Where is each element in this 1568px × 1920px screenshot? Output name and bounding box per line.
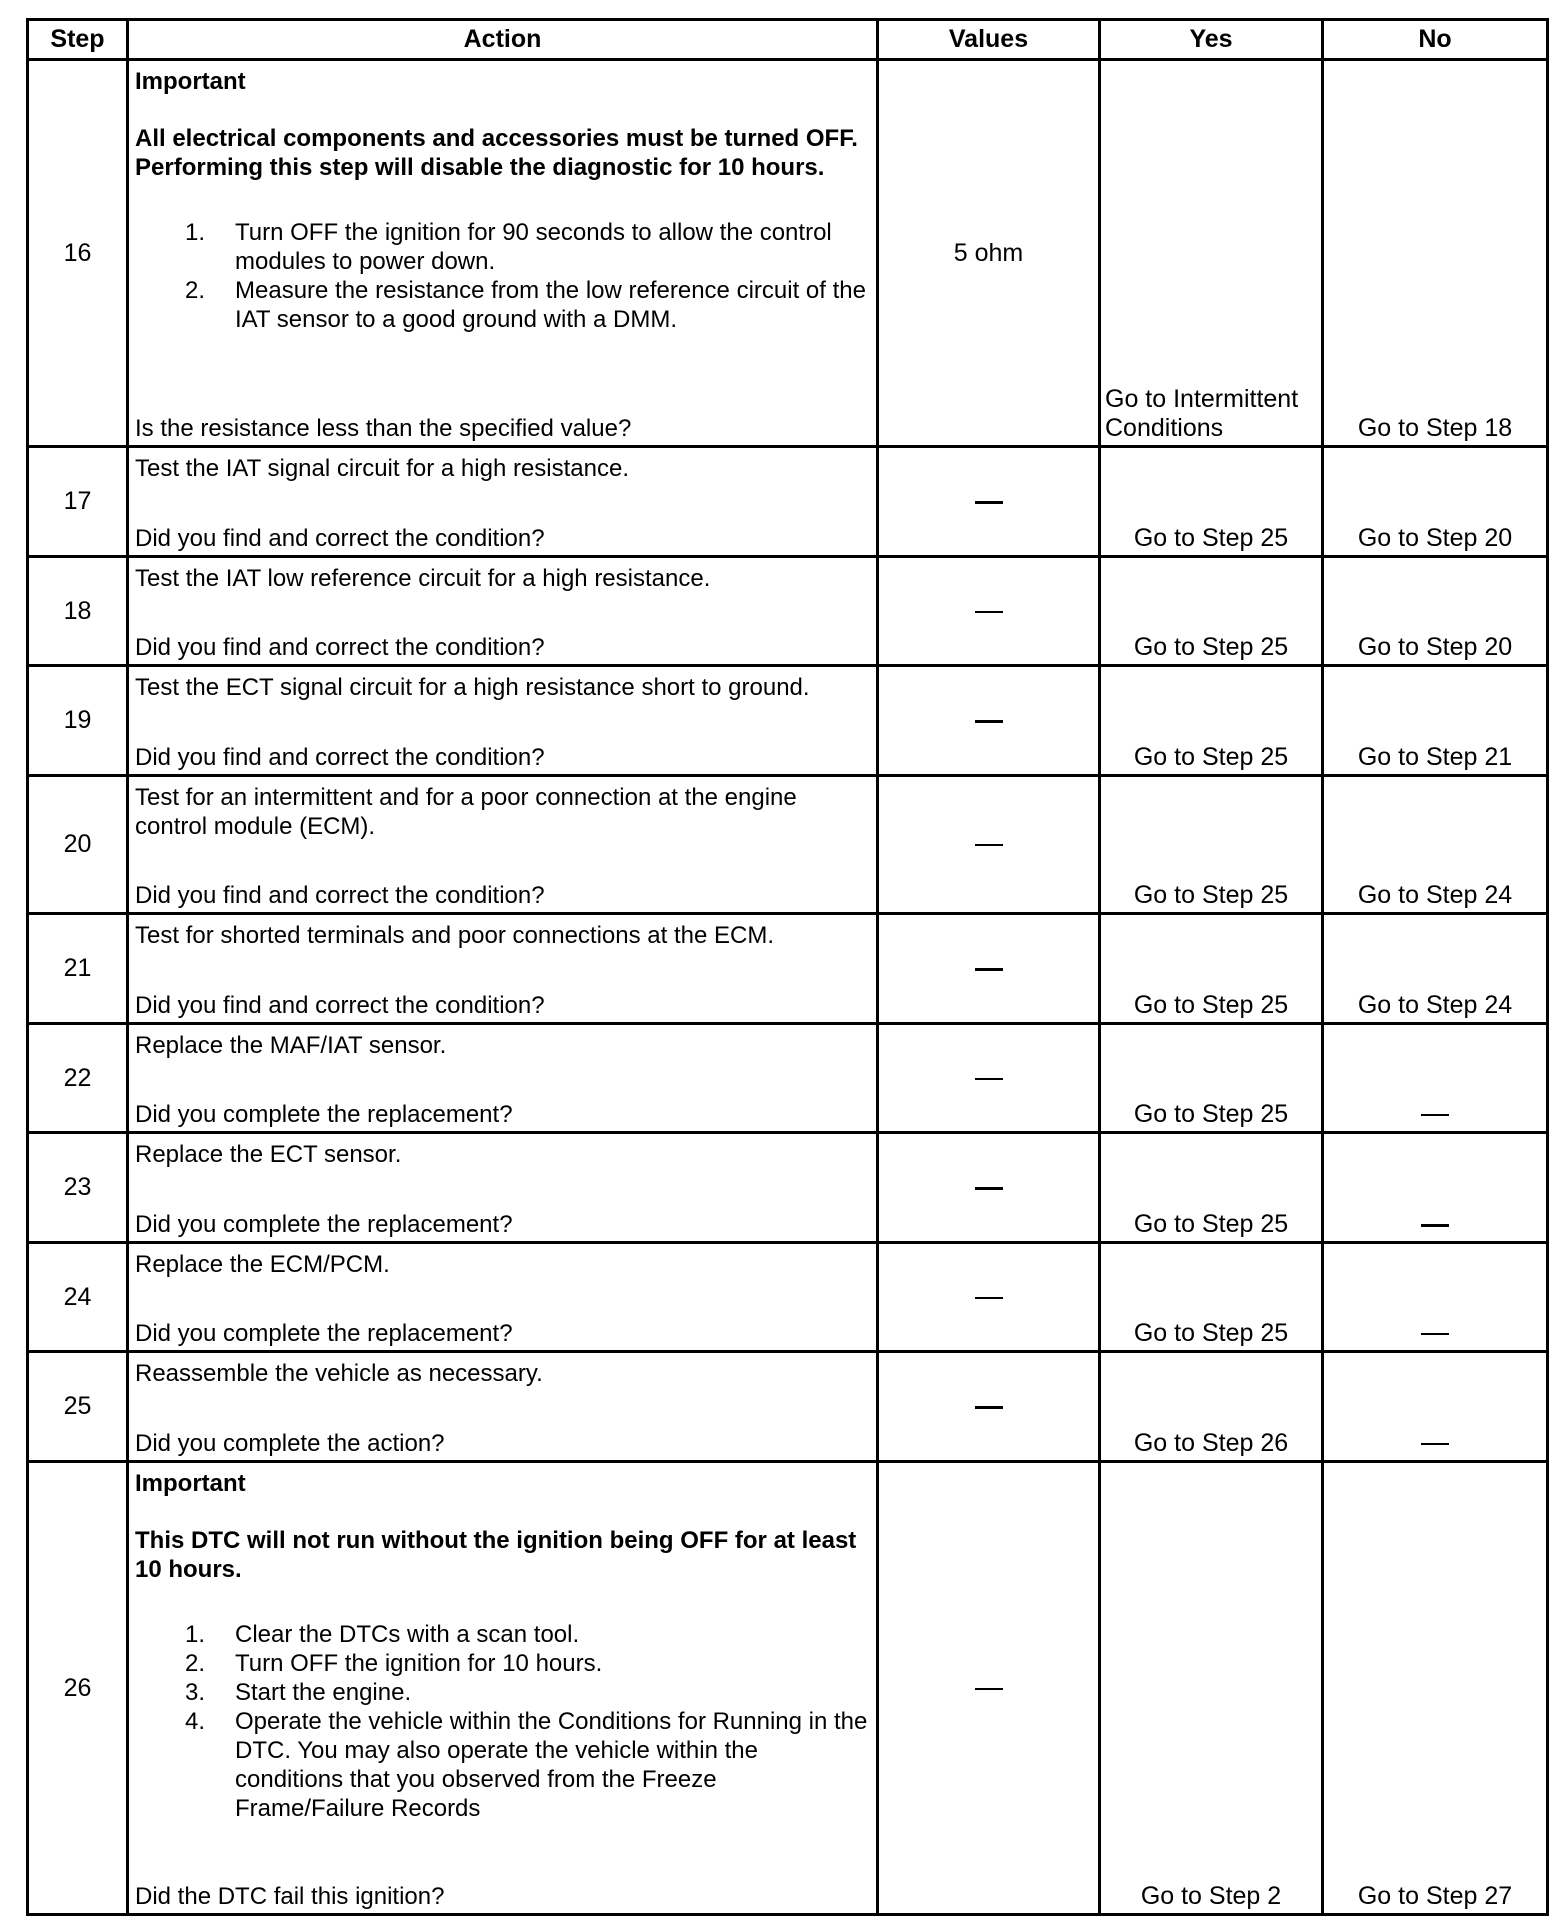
step-number: 22 (28, 1024, 128, 1133)
action-cell (128, 914, 878, 1024)
yes-cell (1100, 1133, 1323, 1243)
action-text: Replace the ECM/PCM. (135, 1251, 390, 1278)
list-item (135, 218, 868, 276)
step-number: 25 (28, 1352, 128, 1462)
no-target (1324, 1100, 1546, 1129)
yes-target: Go to Step 25 (1133, 633, 1289, 661)
yes-cell (1100, 447, 1323, 557)
no-target: Go to Step 21 (1357, 743, 1513, 771)
value-cell (878, 1133, 1100, 1243)
table-row-18 (28, 557, 1548, 666)
dash-icon (1421, 1443, 1449, 1445)
list-item (135, 1620, 868, 1649)
dash-icon (975, 720, 1003, 723)
list-number: 2. (185, 1650, 206, 1677)
list-text: Clear the DTCs with a scan tool. (235, 1621, 580, 1648)
table-row-25 (28, 1352, 1548, 1462)
question-text: Did you complete the replacement? (135, 1211, 513, 1238)
value-cell (878, 914, 1100, 1024)
warning-text: This DTC will not run without the ignition being OFF for at least 10 hours. (135, 1527, 857, 1583)
no-cell (1323, 776, 1548, 914)
list-text: Turn OFF the ignition for 90 seconds to allow the control modules to power down. (235, 219, 832, 275)
procedure-list (135, 218, 868, 334)
header-values: Values (878, 20, 1100, 60)
yes-cell (1100, 776, 1323, 914)
yes-target: Go to Step 25 (1133, 1319, 1289, 1347)
step-number: 16 (28, 60, 128, 447)
action-cell (128, 1243, 878, 1352)
header-action: Action (128, 20, 878, 60)
action-text: Test the IAT signal circuit for a high resistance. (135, 455, 630, 482)
yes-target: Go to Intermittent Conditions (1105, 385, 1299, 442)
value-cell (878, 1462, 1100, 1915)
action-text: Test the IAT low reference circuit for a high resistance. (135, 565, 711, 592)
list-text: Start the engine. (235, 1679, 412, 1706)
table-row-26 (28, 1462, 1548, 1915)
step-number: 23 (28, 1133, 128, 1243)
yes-target: Go to Step 25 (1133, 991, 1289, 1019)
question-text: Did you find and correct the condition? (135, 525, 545, 552)
step-number: 24 (28, 1243, 128, 1352)
yes-target: Go to Step 25 (1133, 1210, 1289, 1238)
action-text: Replace the MAF/IAT sensor. (135, 1032, 447, 1059)
important-label: Important (135, 68, 246, 95)
no-cell (1323, 447, 1548, 557)
no-cell (1323, 1462, 1548, 1915)
step-number: 26 (28, 1462, 128, 1915)
table-row-21 (28, 914, 1548, 1024)
step-number: 19 (28, 666, 128, 776)
dash-icon (1421, 1333, 1449, 1335)
value-cell (878, 1243, 1100, 1352)
diagnostic-table (26, 18, 1549, 1916)
step-number: 20 (28, 776, 128, 914)
no-target: Go to Step 20 (1357, 633, 1513, 661)
table-row-16 (28, 60, 1548, 447)
dash-icon (1421, 1114, 1449, 1116)
question-text: Did you complete the replacement? (135, 1320, 513, 1347)
yes-cell (1100, 914, 1323, 1024)
dash-icon (975, 611, 1003, 613)
yes-cell (1100, 1024, 1323, 1133)
yes-cell (1100, 60, 1323, 447)
yes-target: Go to Step 25 (1133, 524, 1289, 552)
list-number: 1. (185, 219, 206, 246)
no-target: Go to Step 27 (1357, 1882, 1513, 1910)
question-text: Is the resistance less than the specified value? (135, 415, 632, 442)
procedure-list (135, 1620, 868, 1823)
action-text: Test the ECT signal circuit for a high resistance short to ground. (135, 674, 810, 701)
no-target (1324, 1319, 1546, 1348)
list-text: Measure the resistance from the low reference circuit of the IAT sensor to a good ground with a DMM. (235, 277, 866, 333)
question-text: Did the DTC fail this ignition? (135, 1883, 445, 1910)
yes-cell (1100, 1352, 1323, 1462)
value-cell: 5 ohm (878, 60, 1100, 447)
no-cell (1323, 914, 1548, 1024)
action-text: Test for shorted terminals and poor connections at the ECM. (135, 922, 774, 949)
dash-icon (975, 844, 1003, 846)
step-number: 21 (28, 914, 128, 1024)
no-target: Go to Step 24 (1357, 881, 1513, 909)
yes-cell (1100, 1462, 1323, 1915)
header-yes: Yes (1100, 20, 1323, 60)
question-text: Did you find and correct the condition? (135, 882, 545, 909)
no-cell (1323, 557, 1548, 666)
dash-icon (1421, 1224, 1449, 1227)
table-row-17 (28, 447, 1548, 557)
yes-target: Go to Step 25 (1133, 1100, 1289, 1128)
question-text: Did you find and correct the condition? (135, 634, 545, 661)
list-number: 4. (185, 1708, 206, 1735)
no-target (1324, 1210, 1546, 1239)
list-item (135, 276, 868, 334)
header-no: No (1323, 20, 1548, 60)
list-item (135, 1649, 868, 1678)
no-cell (1323, 1352, 1548, 1462)
value-cell (878, 1352, 1100, 1462)
action-text: Reassemble the vehicle as necessary. (135, 1360, 543, 1387)
no-cell (1323, 60, 1548, 447)
no-cell (1323, 1133, 1548, 1243)
question-text: Did you find and correct the condition? (135, 744, 545, 771)
table-row-23 (28, 1133, 1548, 1243)
action-cell (128, 447, 878, 557)
value-cell (878, 557, 1100, 666)
action-cell (128, 776, 878, 914)
yes-cell (1100, 557, 1323, 666)
step-number: 18 (28, 557, 128, 666)
no-target (1324, 1429, 1546, 1458)
no-cell (1323, 666, 1548, 776)
list-item (135, 1678, 868, 1707)
action-text: Test for an intermittent and for a poor connection at the engine control module (ECM). (135, 784, 797, 840)
action-text: Replace the ECT sensor. (135, 1141, 402, 1168)
no-target: Go to Step 20 (1357, 524, 1513, 552)
action-cell (128, 557, 878, 666)
table-row-20 (28, 776, 1548, 914)
yes-target: Go to Step 25 (1133, 881, 1289, 909)
dash-icon (975, 1078, 1003, 1080)
table-row-19 (28, 666, 1548, 776)
yes-target: Go to Step 26 (1133, 1429, 1289, 1457)
value-cell (878, 1024, 1100, 1133)
yes-cell (1100, 1243, 1323, 1352)
no-target: Go to Step 18 (1357, 414, 1513, 442)
list-number: 2. (185, 277, 206, 304)
list-number: 3. (185, 1679, 206, 1706)
list-item (135, 1707, 868, 1823)
yes-target: Go to Step 25 (1133, 743, 1289, 771)
dash-icon (975, 501, 1003, 504)
action-cell (128, 60, 878, 447)
table-row-22 (28, 1024, 1548, 1133)
yes-target: Go to Step 2 (1140, 1882, 1282, 1910)
dash-icon (975, 1187, 1003, 1190)
question-text: Did you complete the replacement? (135, 1101, 513, 1128)
header-step: Step (28, 20, 128, 60)
value-cell (878, 447, 1100, 557)
action-cell (128, 1024, 878, 1133)
no-cell (1323, 1243, 1548, 1352)
list-text: Turn OFF the ignition for 10 hours. (235, 1650, 603, 1677)
warning-text: All electrical components and accessories must be turned OFF. Performing this step will disable the diagnostic for 10 hours. (135, 125, 858, 181)
dash-icon (975, 1406, 1003, 1409)
important-label: Important (135, 1470, 246, 1497)
no-target: Go to Step 24 (1357, 991, 1513, 1019)
action-cell (128, 1462, 878, 1915)
table-row-24 (28, 1243, 1548, 1352)
value-cell (878, 776, 1100, 914)
step-number: 17 (28, 447, 128, 557)
list-number: 1. (185, 1621, 206, 1648)
dash-icon (975, 1297, 1003, 1299)
dash-icon (975, 968, 1003, 971)
yes-cell (1100, 666, 1323, 776)
list-text: Operate the vehicle within the Conditions for Running in the DTC. You may also operate the vehicle within the conditions that you observed from the Freeze Frame/Failure Records (235, 1708, 868, 1822)
question-text: Did you complete the action? (135, 1430, 445, 1457)
action-cell (128, 1352, 878, 1462)
action-cell (128, 666, 878, 776)
action-cell (128, 1133, 878, 1243)
question-text: Did you find and correct the condition? (135, 992, 545, 1019)
no-cell (1323, 1024, 1548, 1133)
value-cell (878, 666, 1100, 776)
header-row (28, 20, 1548, 60)
dash-icon (975, 1688, 1003, 1690)
